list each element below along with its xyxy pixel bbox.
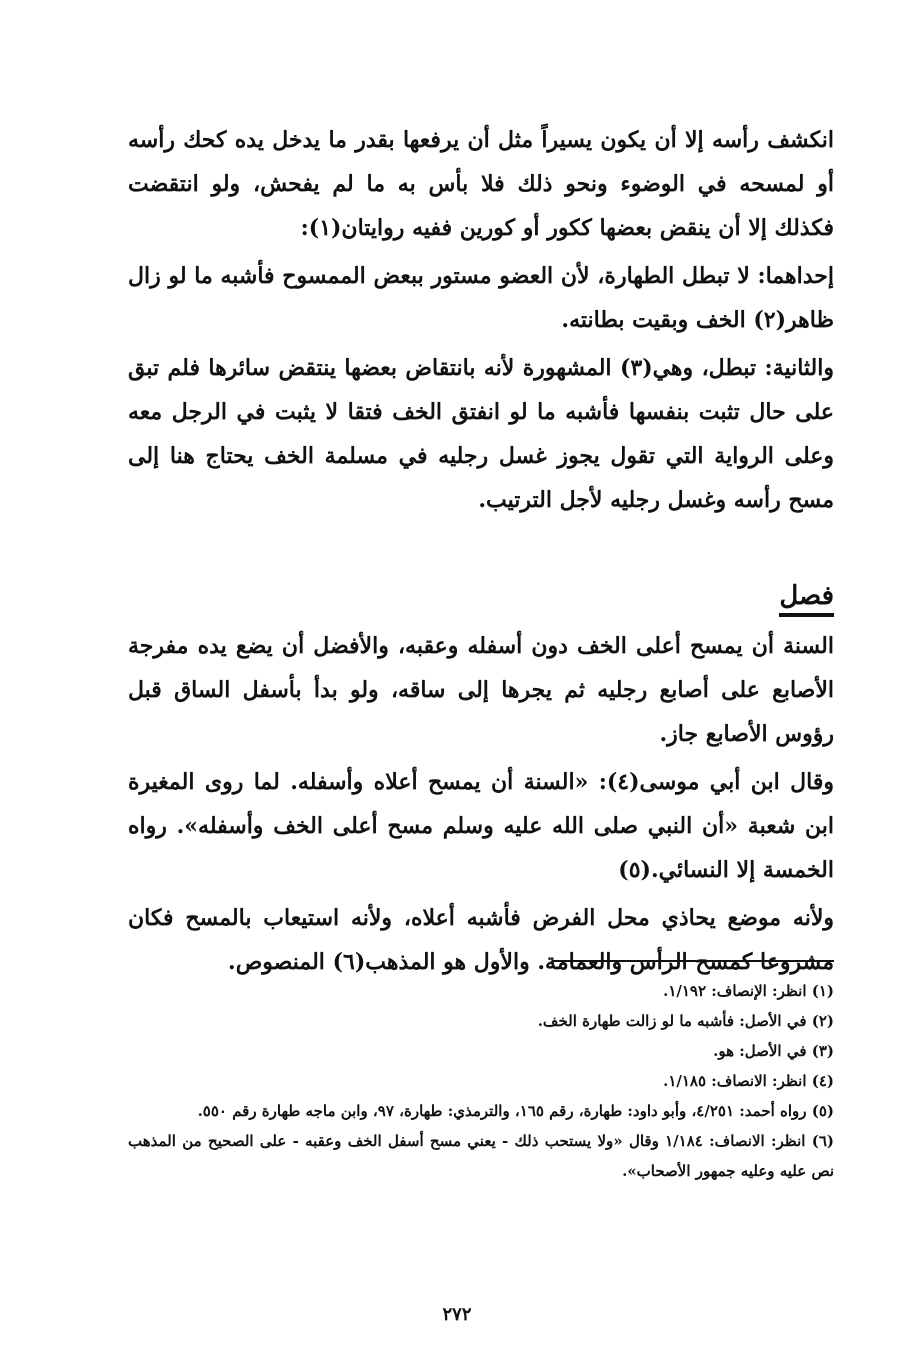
section-heading-label: فصل: [779, 581, 834, 617]
paragraph-3: والثانية: تبطل، وهي(٣) المشهورة لأنه بانتقاض بعضها ينتقض سائرها فلم تبق على حال تثبت بنفسها فأشبه ما لو انفتق الخف فتقا لا يثبت في الرجل معه وعلى الرواية التي تقول يجوز غسل رجليه في مسلمة الخف يحتاج هنا إلى مسح رأسه وغسل رجليه لأجل الترتيب.: [128, 355, 835, 513]
footnotes: [128, 976, 834, 1186]
footnote-divider: [552, 960, 834, 962]
paragraph-2: إحداهما: لا تبطل الطهارة، لأن العضو مستور ببعض الممسوح فأشبه ما لو زال ظاهر(٢) الخف وبقيت بطانته.: [128, 263, 834, 333]
footnote-6: (٦) انظر: الانصاف: ١/١٨٤ وقال «ولا يستحب ذلك - يعني مسح أسفل الخف وعقبه - على الصحيح من المذهب نص عليه وعليه جمهور الأصحاب».: [128, 1132, 834, 1180]
footnote-3: (٣) في الأصل: هو.: [713, 1042, 834, 1060]
footnote-2: (٢) في الأصل: فأشبه ما لو زالت طهارة الخف.: [537, 1012, 834, 1030]
paragraph-4: السنة أن يمسح أعلى الخف دون أسفله وعقبه، والأفضل أن يضع يده مفرجة الأصابع على أصابع رجليه ثم يجرها إلى ساقه، ولو بدأ بأسفل الساق قبل رؤوس الأصابع جاز.: [128, 633, 834, 747]
page-number: ٢٧٢: [442, 1304, 472, 1325]
paragraph-1: انكشف رأسه إلا أن يكون يسيراً مثل أن يرفعها بقدر ما يدخل يده كحك رأسه أو لمسحه في الوضوء ونحو ذلك فلا بأس به ما لم يفحش، ولو انتقضت فكذلك إلا أن ينقض بعضها ككور أو كورين ففيه روايتان(١):: [128, 127, 834, 241]
footnote-1: (١) انظر: الإنصاف: ١/١٩٢.: [663, 982, 834, 1000]
section-heading: [128, 576, 834, 616]
main-text: [128, 118, 834, 988]
paragraph-6: ولأنه موضع يحاذي محل الفرض فأشبه أعلاه، ولأنه استيعاب بالمسح فكان مشروعا كمسح الرأس والعمامة. والأول هو المذهب(٦) المنصوص.: [128, 905, 834, 975]
paragraph-5: وقال ابن أبي موسى(٤): «السنة أن يمسح أعلاه وأسفله. لما روى المغيرة ابن شعبة «أن النبي صلى الله عليه وسلم مسح أعلى الخف وأسفله». رواه الخمسة إلا النسائي.(٥): [128, 769, 834, 883]
footnote-4: (٤) انظر: الانصاف: ١/١٨٥.: [663, 1072, 834, 1090]
footnote-5: (٥) رواه أحمد: ٤/٢٥١، وأبو داود: طهارة، رقم ١٦٥، والترمذي: طهارة، ٩٧، وابن ماجه طهارة رقم ٥٥٠.: [197, 1102, 834, 1120]
